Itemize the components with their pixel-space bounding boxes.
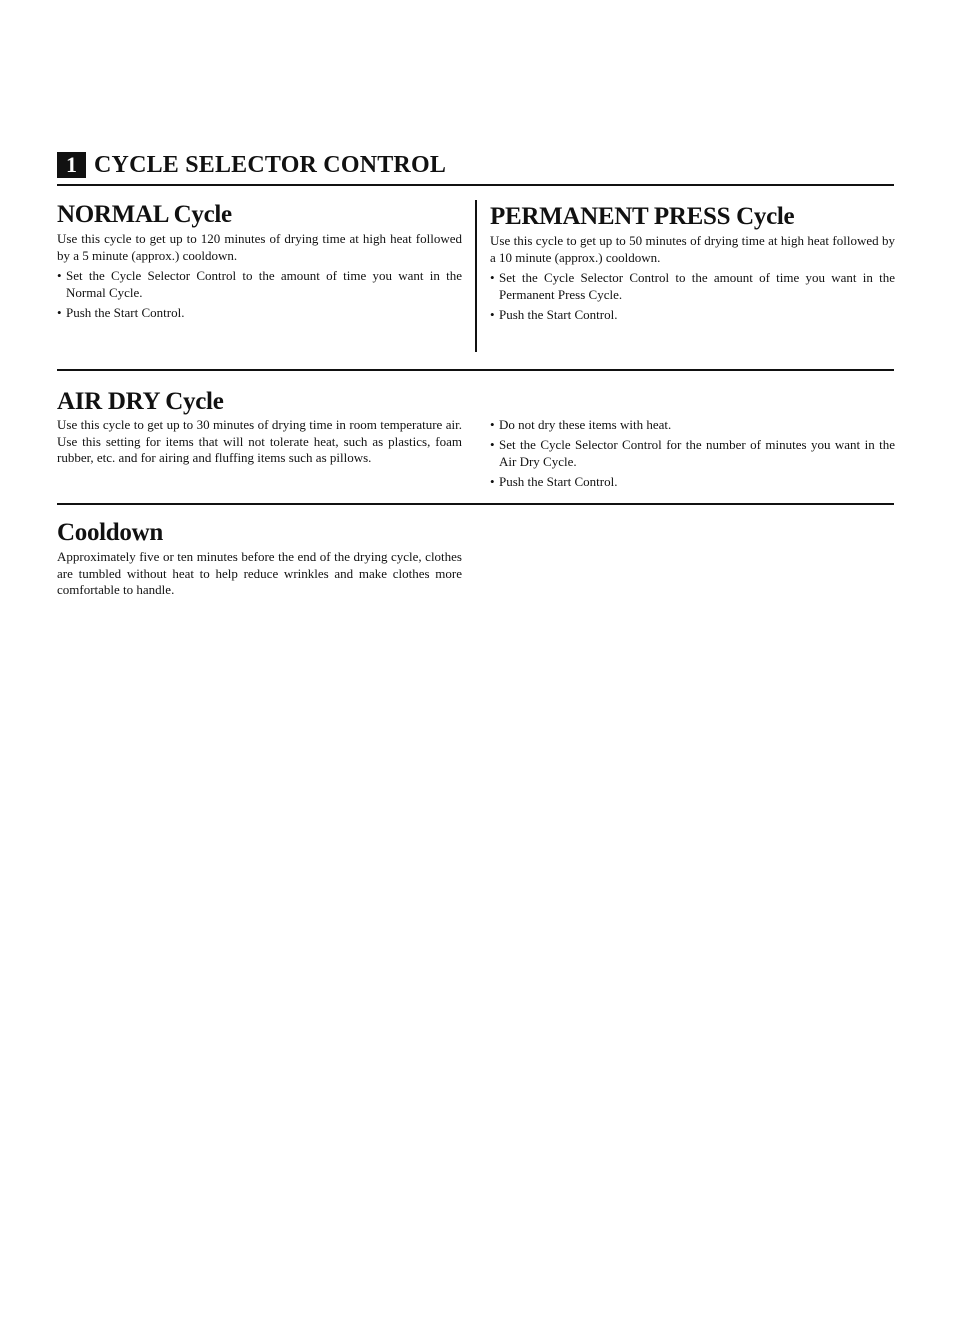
column-divider xyxy=(475,200,477,352)
header-divider xyxy=(57,184,894,186)
section-divider-1 xyxy=(57,369,894,371)
list-item: • Push the Start Control. xyxy=(57,305,462,322)
air-dry-heading: AIR DRY Cycle xyxy=(57,388,224,415)
permanent-press-intro: Use this cycle to get up to 50 minutes of drying time at high heat followed by a 10 minute (approx.) cooldown. xyxy=(490,233,895,265)
air-dry-intro: Use this cycle to get up to 30 minutes of drying time in room temperature air. Use this setting for items that will not tolerate heat, such as plastics, foam rubber, etc. and for airing and fluffing items such as pillows. xyxy=(57,417,462,465)
permanent-press-steps xyxy=(490,270,895,327)
list-item: • Set the Cycle Selector Control to the amount of time you want in the Permanent Press Cycle. xyxy=(490,270,895,303)
permanent-press-heading: PERMANENT PRESS Cycle xyxy=(490,203,795,230)
list-item: • Push the Start Control. xyxy=(490,307,895,324)
list-item: • Set the Cycle Selector Control to the amount of time you want in the Normal Cycle. xyxy=(57,268,462,301)
list-item: • Push the Start Control. xyxy=(490,474,895,491)
cooldown-heading: Cooldown xyxy=(57,519,163,546)
normal-cycle-steps xyxy=(57,268,462,325)
section-number-badge: 1 xyxy=(57,152,86,178)
section-title: CYCLE SELECTOR CONTROL xyxy=(94,151,447,178)
list-item: • Set the Cycle Selector Control for the number of minutes you want in the Air Dry Cycle. xyxy=(490,437,895,470)
normal-cycle-intro: Use this cycle to get up to 120 minutes of drying time at high heat followed by a 5 minute (approx.) cooldown. xyxy=(57,231,462,263)
air-dry-steps xyxy=(490,417,895,494)
cooldown-text: Approximately five or ten minutes before the end of the drying cycle, clothes are tumbled without heat to help reduce wrinkles and make clothes more comfortable to handle. xyxy=(57,549,462,597)
section-header xyxy=(57,150,446,180)
normal-cycle-heading: NORMAL Cycle xyxy=(57,201,232,228)
list-item: • Do not dry these items with heat. xyxy=(490,417,895,434)
section-divider-2 xyxy=(57,503,894,505)
